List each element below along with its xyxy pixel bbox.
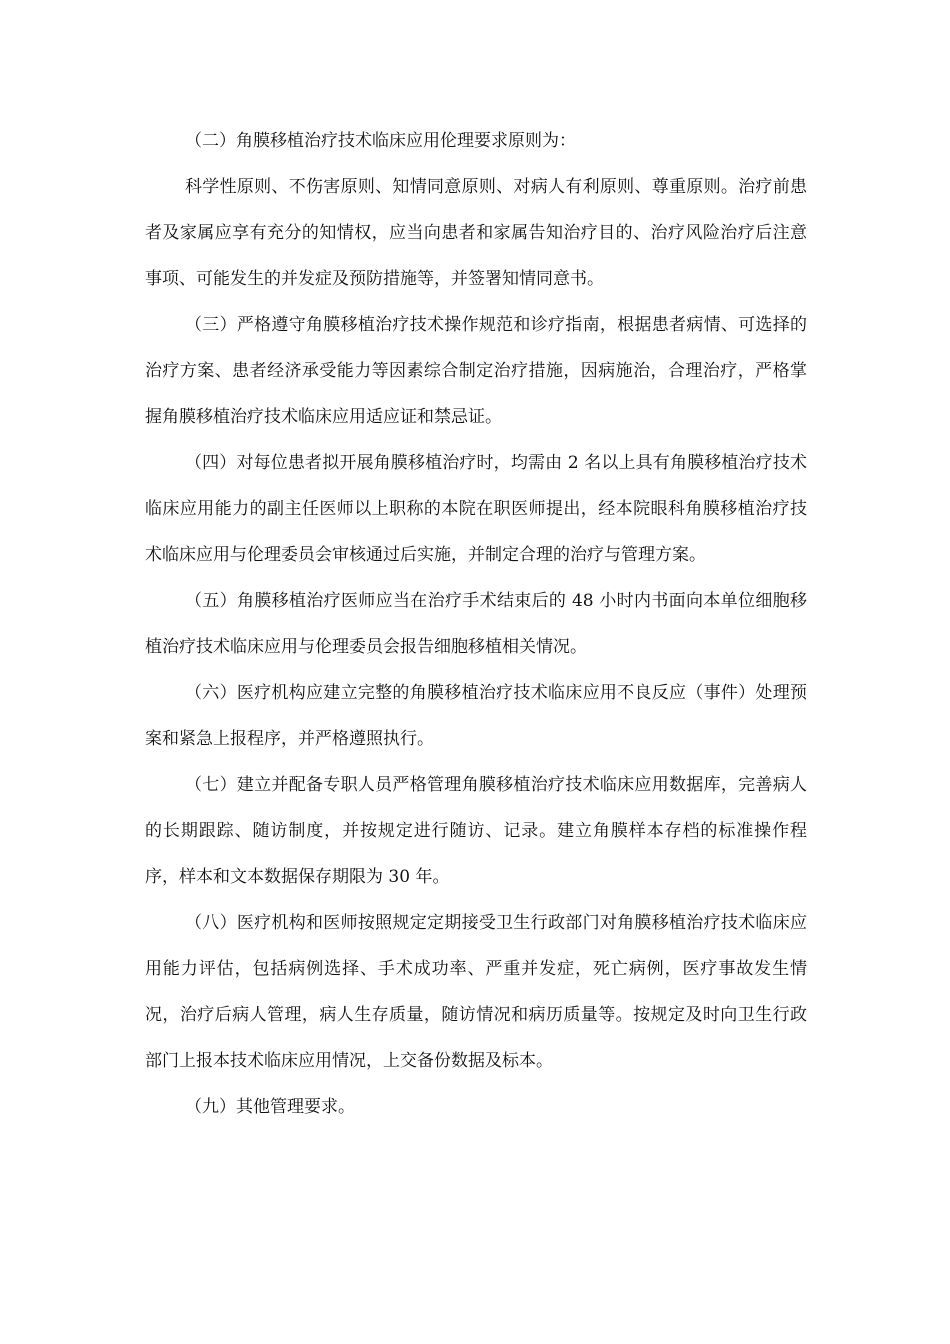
paragraph-treatment-guidelines: （三）严格遵守角膜移植治疗技术操作规范和诊疗指南，根据患者病情、可选择的治疗方案、患者经济承受能力等因素综合制定治疗措施，因病施治，合理治疗，严格掌握角膜移植治疗技术临床应用适应证和禁忌证。	[145, 315, 807, 427]
paragraph-other-requirements: （九）其他管理要求。	[185, 1097, 355, 1117]
paragraph-informed-consent: 科学性原则、不伤害原则、知情同意原则、对病人有利原则、尊重原则。治疗前患者及家属应享有充分的知情权，应当向患者和家属告知治疗目的、治疗风险治疗后注意事项、可能发生的并发症及预防措施等，并签署知情同意书。	[145, 177, 807, 289]
paragraph-adverse-event-plan: （六）医疗机构应建立完整的角膜移植治疗技术临床应用不良反应（事件）处理预案和紧急上报程序，并严格遵照执行。	[145, 683, 807, 749]
paragraph-periodic-evaluation: （八）医疗机构和医师按照规定定期接受卫生行政部门对角膜移植治疗技术临床应用能力评估，包括病例选择、手术成功率、严重并发症，死亡病例，医疗事故发生情况，治疗后病人管理，病人生存质量，随访情况和病历质量等。按规定及时向卫生行政部门上报本技术临床应用情况，上交备份数据及标本。	[145, 913, 807, 1071]
document-body	[145, 118, 807, 1130]
paragraph-post-surgery-report: （五）角膜移植治疗医师应当在治疗手术结束后的 48 小时内书面向本单位细胞移植治疗技术临床应用与伦理委员会报告细胞移植相关情况。	[145, 591, 807, 657]
paragraph-physician-proposal: （四）对每位患者拟开展角膜移植治疗时，均需由 2 名以上具有角膜移植治疗技术临床应用能力的副主任医师以上职称的本院在职医师提出，经本院眼科角膜移植治疗技术临床应用与伦理委员会审核通过后实施，并制定合理的治疗与管理方案。	[145, 453, 807, 565]
paragraph-database-management: （七）建立并配备专职人员严格管理角膜移植治疗技术临床应用数据库，完善病人的长期跟踪、随访制度，并按规定进行随访、记录。建立角膜样本存档的标准操作程序，样本和文本数据保存期限为 30 年。	[145, 775, 807, 887]
paragraph-ethics-principles-heading: （二）角膜移植治疗技术临床应用伦理要求原则为：	[185, 131, 576, 151]
